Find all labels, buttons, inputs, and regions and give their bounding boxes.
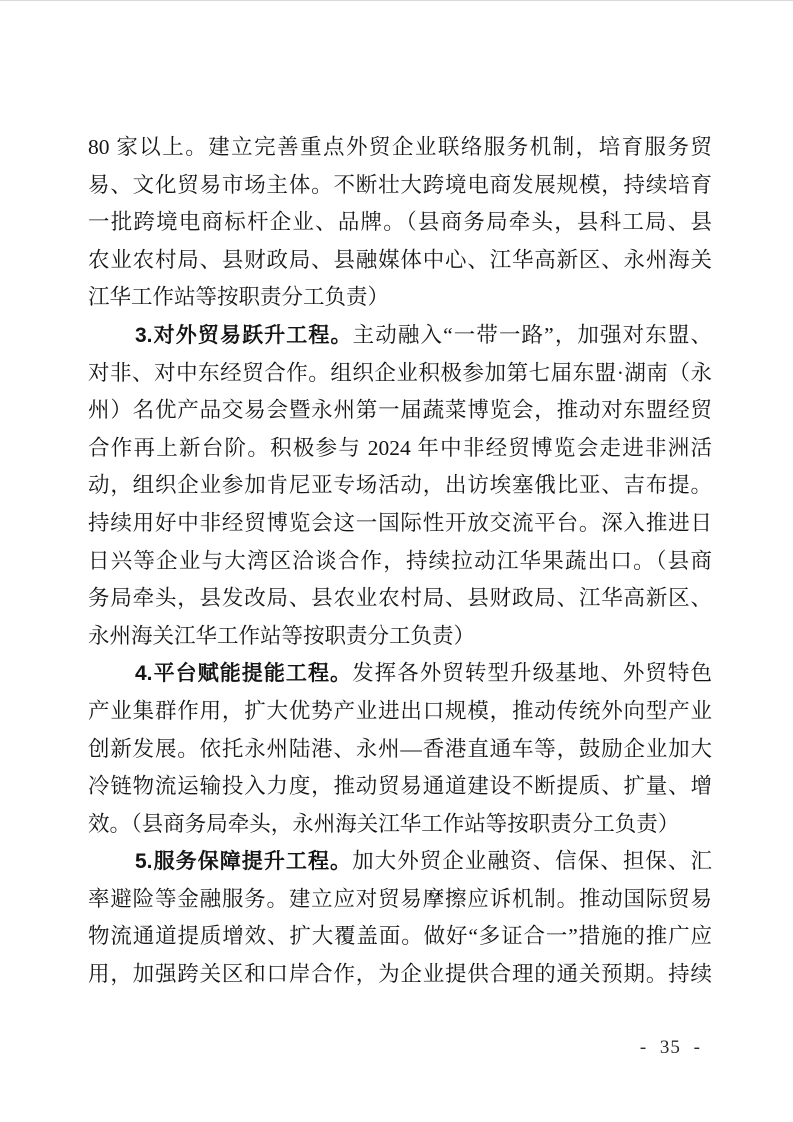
text-line: 对非、对中东经贸合作。组织企业积极参加第七届东盟·湖南（永 [88,360,712,385]
text-line: 创新发展。依托永州陆港、永州—香港直通车等，鼓励企业加大 [88,736,712,761]
paragraph-lead-bold: 3.对外贸易跃升工程。 [135,323,353,347]
page-number: - 35 - [639,1037,701,1058]
text-line: 5.服务保障提升工程。加大外贸企业融资、信保、担保、汇 [135,849,712,874]
text-line: 物流通道提质增效、扩大覆盖面。做好“多证合一”措施的推广应 [88,924,712,949]
paragraph-lead-bold: 4.平台赋能提能工程。 [135,662,353,686]
text-line: 80 家以上。建立完善重点外贸企业联络服务机制，培育服务贸 [88,135,712,159]
text-line: 动，组织企业参加肯尼亚专场活动，出访埃塞俄比亚、吉布提。 [88,473,712,498]
text-line: 日兴等企业与大湾区洽谈合作，持续拉动江华果蔬出口。（县商 [88,548,712,573]
document-body [88,129,712,994]
text-line: 产业集群作用，扩大优势产业进出口规模，推动传统外向型产业 [88,698,712,723]
scan-edge-line [0,0,793,1]
text-line: 易、文化贸易市场主体。不断壮大跨境电商发展规模，持续培育 [88,172,712,197]
text-line: 3.对外贸易跃升工程。主动融入“一带一路”，加强对东盟、 [135,322,712,347]
text-line: 一批跨境电商标杆企业、品牌。（县商务局牵头，县科工局、县 [88,210,712,235]
paragraph-lead-bold: 5.服务保障提升工程。 [135,850,353,874]
text-line: 务局牵头，县发改局、县农业农村局、县财政局、江华高新区、 [88,586,712,611]
text-line: 持续用好中非经贸博览会这一国际性开放交流平台。深入推进日 [88,510,712,535]
text-line: 4.平台赋能提能工程。发挥各外贸转型升级基地、外贸特色 [135,661,712,686]
text-line: 冷链物流运输投入力度，推动贸易通道建设不断提质、扩量、增 [88,774,712,799]
text-line: 合作再上新台阶。积极参与 2024 年中非经贸博览会走进非洲活 [88,435,712,460]
text-line: 农业农村局、县财政局、县融媒体中心、江华高新区、永州海关 [88,247,712,272]
text-line: 永州海关江华工作站等按职责分工负责） [88,623,476,648]
text-line: 率避险等金融服务。建立应对贸易摩擦应诉机制。推动国际贸易 [88,886,712,911]
text-line: 用，加强跨关区和口岸合作，为企业提供合理的通关预期。持续 [88,962,712,987]
text-line: 效。（县商务局牵头，永州海关江华工作站等按职责分工负责） [88,811,680,836]
text-line: 江华工作站等按职责分工负责） [88,285,390,310]
text-line: 州）名优产品交易会暨永州第一届蔬菜博览会，推动对东盟经贸 [88,398,712,423]
